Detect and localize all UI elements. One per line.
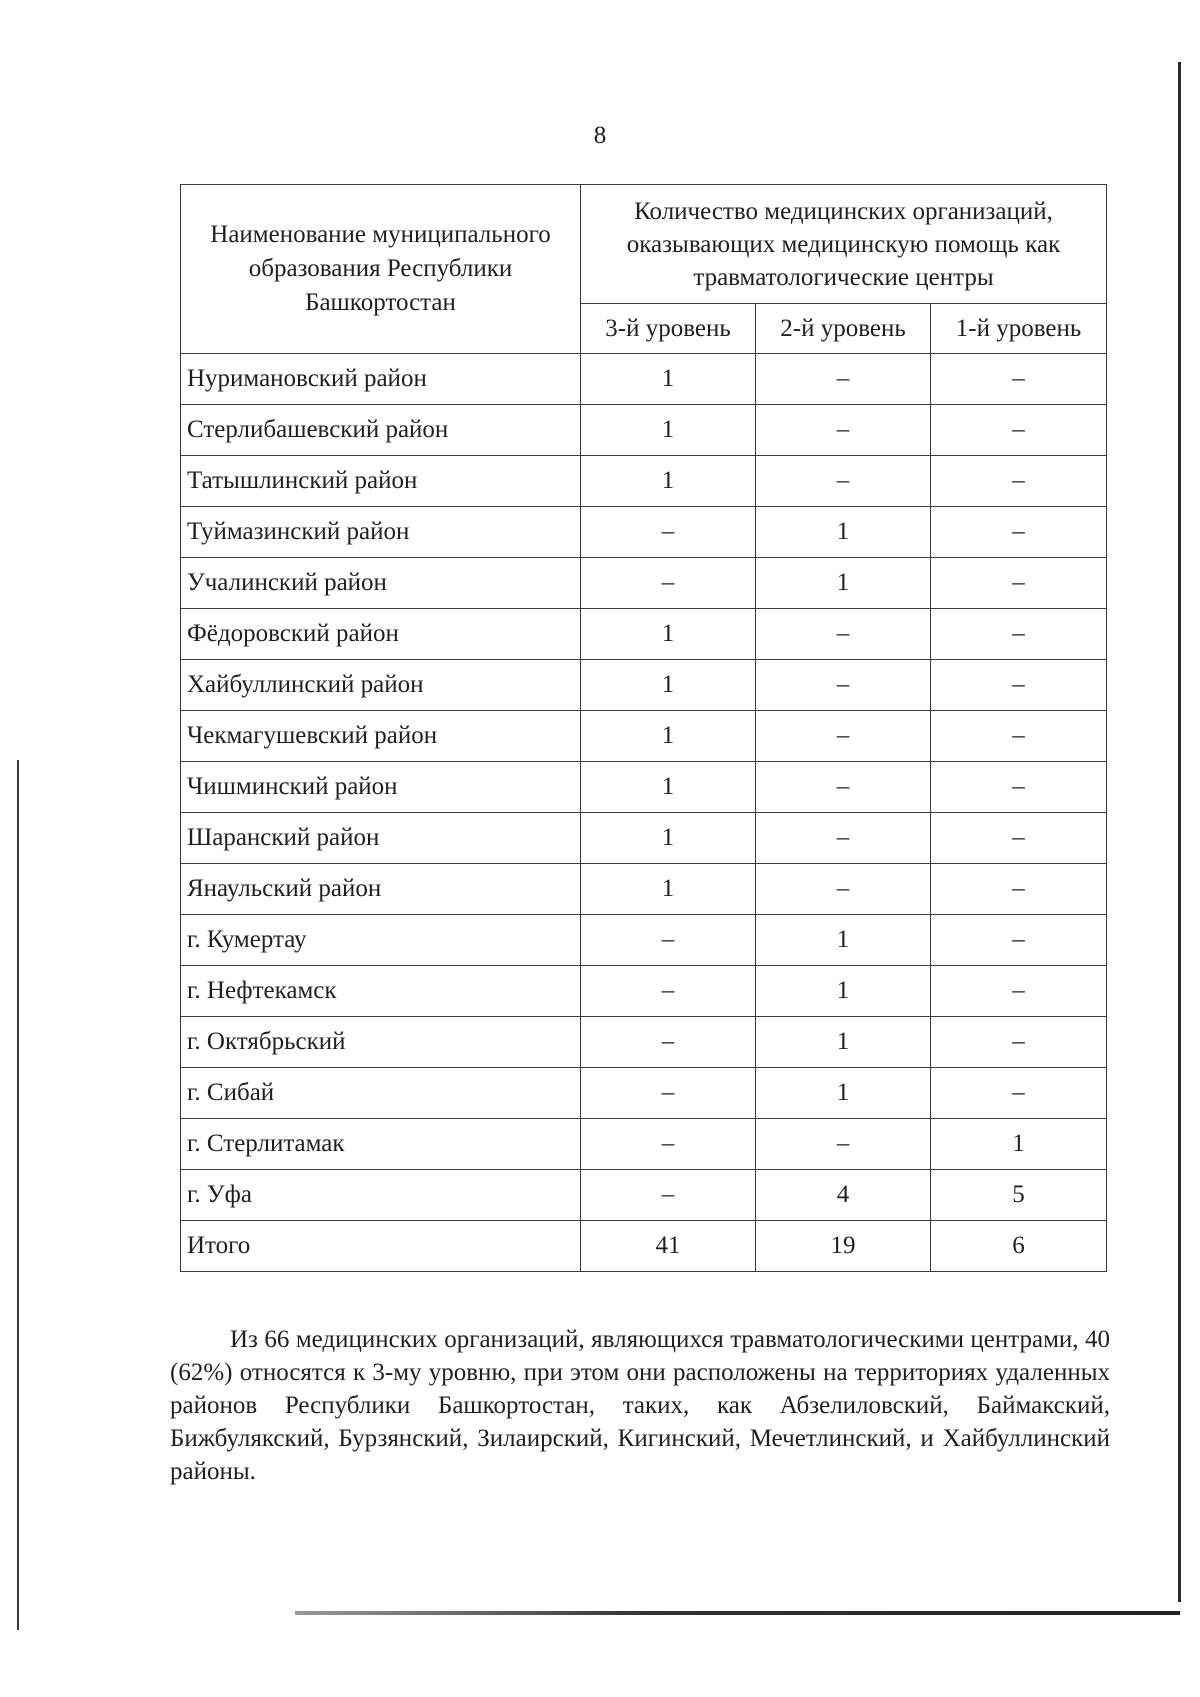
level-2-cell: –: [756, 762, 931, 813]
table-row: [181, 864, 1107, 915]
level-1-cell: –: [931, 405, 1107, 456]
table-row: [181, 1017, 1107, 1068]
level-3-cell: 1: [581, 405, 756, 456]
level-1-cell: –: [931, 711, 1107, 762]
table-row: [181, 966, 1107, 1017]
level-3-cell: 41: [581, 1221, 756, 1272]
level-3-cell: –: [581, 1119, 756, 1170]
level-3-cell: 1: [581, 456, 756, 507]
municipality-cell: г. Уфа: [181, 1170, 581, 1221]
municipality-cell: г. Сибай: [181, 1068, 581, 1119]
level-3-cell: 1: [581, 711, 756, 762]
level-1-cell: –: [931, 1068, 1107, 1119]
table-row: [181, 405, 1107, 456]
municipality-cell: Учалинский район: [181, 558, 581, 609]
municipality-cell: Янаульский район: [181, 864, 581, 915]
header-organization-count: Количество медицинских организаций, оказывающих медицинскую помощь как травматологические центры: [581, 185, 1107, 304]
level-2-cell: –: [756, 405, 931, 456]
level-2-cell: 1: [756, 558, 931, 609]
level-2-cell: –: [756, 813, 931, 864]
level-3-cell: 1: [581, 609, 756, 660]
header-level-3: 3-й уровень: [581, 304, 756, 354]
level-3-cell: –: [581, 1017, 756, 1068]
level-3-cell: –: [581, 558, 756, 609]
level-2-cell: 1: [756, 507, 931, 558]
municipality-cell: Нуримановский район: [181, 354, 581, 405]
scan-edge-right: [1178, 62, 1181, 1602]
level-2-cell: –: [756, 660, 931, 711]
table-row: [181, 915, 1107, 966]
level-1-cell: –: [931, 762, 1107, 813]
level-2-cell: 1: [756, 915, 931, 966]
table-row: [181, 762, 1107, 813]
table-row: [181, 354, 1107, 405]
page-number: 8: [593, 122, 607, 149]
level-3-cell: 1: [581, 864, 756, 915]
header-level-2: 2-й уровень: [756, 304, 931, 354]
level-2-cell: –: [756, 1119, 931, 1170]
level-1-cell: –: [931, 507, 1107, 558]
level-3-cell: 1: [581, 762, 756, 813]
municipality-cell: Фёдоровский район: [181, 609, 581, 660]
table-row: [181, 711, 1107, 762]
level-1-cell: –: [931, 354, 1107, 405]
level-2-cell: –: [756, 864, 931, 915]
municipality-cell: Чекмагушевский район: [181, 711, 581, 762]
level-2-cell: 1: [756, 1068, 931, 1119]
level-3-cell: 1: [581, 813, 756, 864]
table-row: [181, 813, 1107, 864]
level-3-cell: –: [581, 1068, 756, 1119]
table-row: [181, 558, 1107, 609]
table-row: [181, 660, 1107, 711]
level-1-cell: –: [931, 915, 1107, 966]
municipality-cell: г. Стерлитамак: [181, 1119, 581, 1170]
level-2-cell: –: [756, 609, 931, 660]
level-3-cell: 1: [581, 660, 756, 711]
table-row: [181, 1170, 1107, 1221]
summary-paragraph: Из 66 медицинских организаций, являющихся травматологическими центрами, 40 (62%) относятся к 3-му уровню, при этом они расположены на территориях удаленных районов Республики Башкортостан, таких, как Абзелиловский, Баймакский, Бижбулякский, Бурзянский, Зилаирский, Кигинский, Мечетлинский, и Хайбуллинский районы.: [170, 1326, 1110, 1485]
level-2-cell: –: [756, 456, 931, 507]
level-1-cell: –: [931, 1017, 1107, 1068]
municipality-cell: Туймазинский район: [181, 507, 581, 558]
header-level-1: 1-й уровень: [931, 304, 1107, 354]
municipality-cell: Стерлибашевский район: [181, 405, 581, 456]
table-row: [181, 1068, 1107, 1119]
level-3-cell: –: [581, 507, 756, 558]
table-row: [181, 507, 1107, 558]
municipality-cell: Итого: [181, 1221, 581, 1272]
municipality-cell: Чишминский район: [181, 762, 581, 813]
level-2-cell: –: [756, 354, 931, 405]
level-2-cell: –: [756, 711, 931, 762]
municipality-cell: Хайбуллинский район: [181, 660, 581, 711]
table-header-row: [181, 185, 1107, 304]
level-1-cell: –: [931, 609, 1107, 660]
trauma-centers-table: [180, 184, 1107, 1272]
level-2-cell: 4: [756, 1170, 931, 1221]
municipality-cell: г. Нефтекамск: [181, 966, 581, 1017]
scan-edge-left: [17, 760, 19, 1630]
level-2-cell: 1: [756, 966, 931, 1017]
level-1-cell: –: [931, 558, 1107, 609]
level-1-cell: –: [931, 660, 1107, 711]
level-1-cell: –: [931, 456, 1107, 507]
level-3-cell: –: [581, 1170, 756, 1221]
table-total-row: [181, 1221, 1107, 1272]
header-municipality: Наименование муниципального образования Республики Башкортостан: [181, 185, 581, 354]
level-1-cell: –: [931, 864, 1107, 915]
level-1-cell: 6: [931, 1221, 1107, 1272]
table-body: [181, 354, 1107, 1272]
municipality-cell: Татышлинский район: [181, 456, 581, 507]
level-1-cell: –: [931, 966, 1107, 1017]
level-3-cell: –: [581, 966, 756, 1017]
municipality-cell: Шаранский район: [181, 813, 581, 864]
scan-edge-bottom: [295, 1611, 1180, 1615]
table-row: [181, 609, 1107, 660]
level-3-cell: –: [581, 915, 756, 966]
municipality-cell: г. Кумертау: [181, 915, 581, 966]
level-2-cell: 1: [756, 1017, 931, 1068]
municipality-cell: г. Октябрьский: [181, 1017, 581, 1068]
level-1-cell: –: [931, 813, 1107, 864]
level-1-cell: 5: [931, 1170, 1107, 1221]
level-3-cell: 1: [581, 354, 756, 405]
level-2-cell: 19: [756, 1221, 931, 1272]
table-row: [181, 456, 1107, 507]
level-1-cell: 1: [931, 1119, 1107, 1170]
table-row: [181, 1119, 1107, 1170]
